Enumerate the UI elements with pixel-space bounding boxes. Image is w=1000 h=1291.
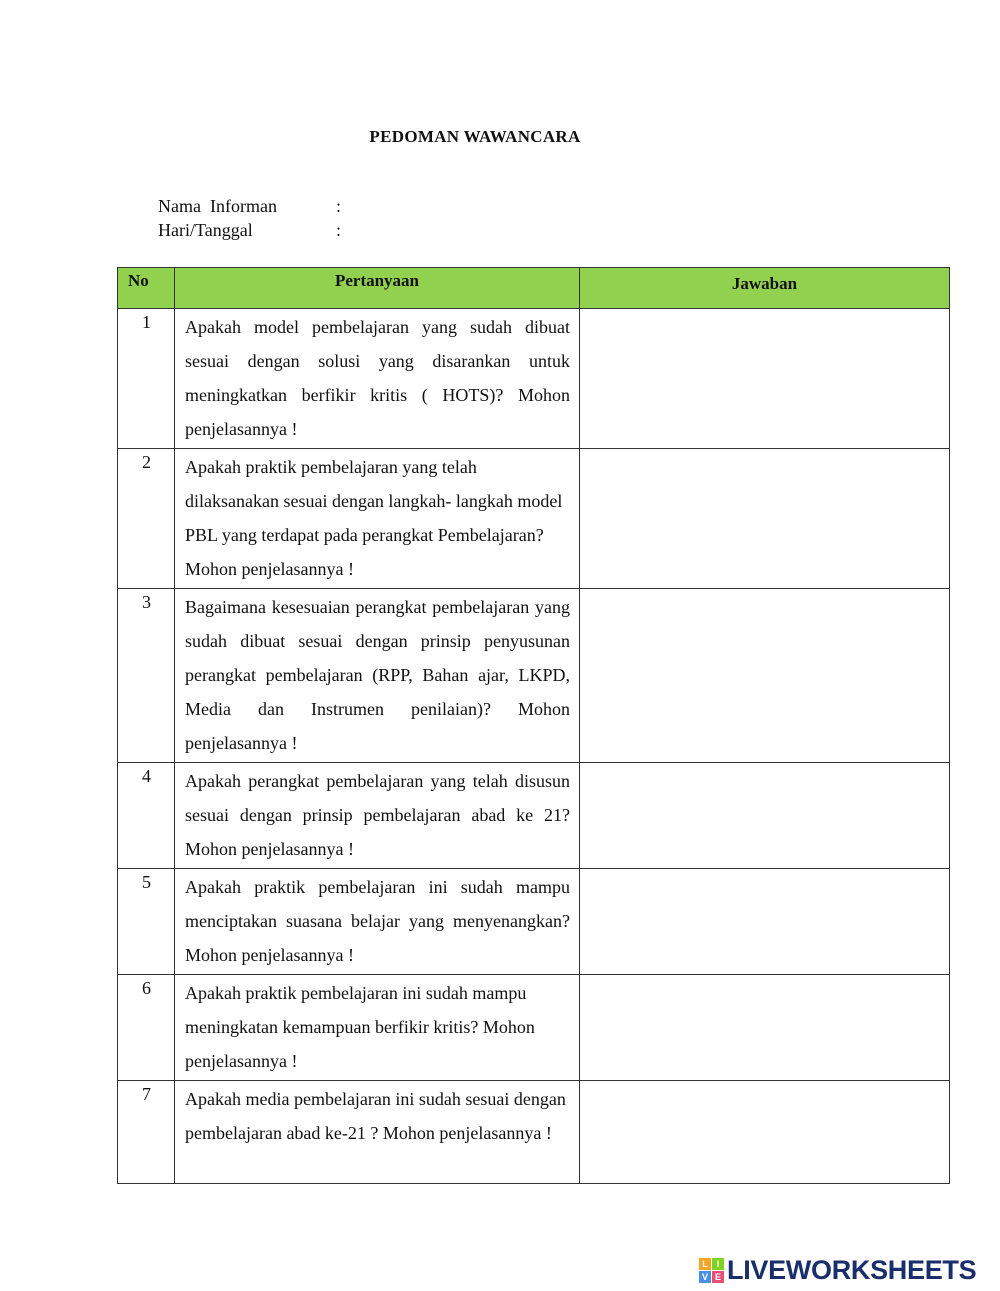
row-question: Apakah model pembelajaran yang sudah dibuat sesuai dengan solusi yang disarankan untuk meningkatkan berfikir kritis ( HOTS)? Mohon penjelasannya ! <box>175 309 580 449</box>
row-question: Apakah praktik pembelajaran ini sudah mampu menciptakan suasana belajar yang menyenangkan? Mohon penjelasannya ! <box>175 869 580 975</box>
table-row <box>118 763 950 869</box>
header-answer: Jawaban <box>580 268 950 309</box>
field-separator: : <box>336 220 342 240</box>
interview-table <box>117 267 950 1184</box>
field-label: Hari/Tanggal <box>158 220 253 240</box>
header-no: No <box>118 268 175 309</box>
answer-cell[interactable] <box>580 763 950 869</box>
row-question: Apakah praktik pembelajaran ini sudah mampu meningkatan kemampuan berfikir kritis? Mohon penjelasannya ! <box>175 975 580 1081</box>
liveworksheets-logo <box>699 1256 976 1284</box>
table-row <box>118 589 950 763</box>
row-question: Bagaimana kesesuaian perangkat pembelajaran yang sudah dibuat sesuai dengan prinsip penyusunan perangkat pembelajaran (RPP, Bahan ajar, LKPD, Media dan Instrumen penilaian)? Mohon penjelasannya ! <box>175 589 580 763</box>
liveworksheets-icon <box>699 1258 724 1283</box>
page-title: PEDOMAN WAWANCARA <box>369 127 581 146</box>
answer-cell[interactable] <box>580 449 950 589</box>
table-row <box>118 449 950 589</box>
field-label: Nama Informan <box>158 196 277 216</box>
table-header-row <box>118 268 950 309</box>
icon-tile: I <box>712 1258 724 1270</box>
row-number: 5 <box>118 869 175 975</box>
table-row <box>118 869 950 975</box>
brand-name: LIVEWORKSHEETS <box>727 1254 977 1285</box>
answer-cell[interactable] <box>580 869 950 975</box>
table-row <box>118 1081 950 1184</box>
field-hari-tanggal <box>158 220 341 241</box>
row-number: 7 <box>118 1081 175 1184</box>
answer-cell[interactable] <box>580 309 950 449</box>
answer-cell[interactable] <box>580 975 950 1081</box>
field-separator: : <box>336 196 342 216</box>
table-row <box>118 309 950 449</box>
row-question: Apakah media pembelajaran ini sudah sesuai dengan pembelajaran abad ke-21 ? Mohon penjelasannya ! <box>175 1081 580 1184</box>
row-question: Apakah praktik pembelajaran yang telah dilaksanakan sesuai dengan langkah- langkah model PBL yang terdapat pada perangkat Pembelajaran? Mohon penjelasannya ! <box>175 449 580 589</box>
table-row <box>118 975 950 1081</box>
row-number: 2 <box>118 449 175 589</box>
row-question: Apakah perangkat pembelajaran yang telah disusun sesuai dengan prinsip pembelajaran abad ke 21? Mohon penjelasannya ! <box>175 763 580 869</box>
answer-cell[interactable] <box>580 1081 950 1184</box>
row-number: 1 <box>118 309 175 449</box>
icon-tile: V <box>699 1271 711 1283</box>
icon-tile: L <box>699 1258 711 1270</box>
header-question: Pertanyaan <box>175 268 580 309</box>
icon-tile: E <box>712 1271 724 1283</box>
answer-cell[interactable] <box>580 589 950 763</box>
row-number: 3 <box>118 589 175 763</box>
row-number: 4 <box>118 763 175 869</box>
field-nama-informan <box>158 196 341 217</box>
row-number: 6 <box>118 975 175 1081</box>
